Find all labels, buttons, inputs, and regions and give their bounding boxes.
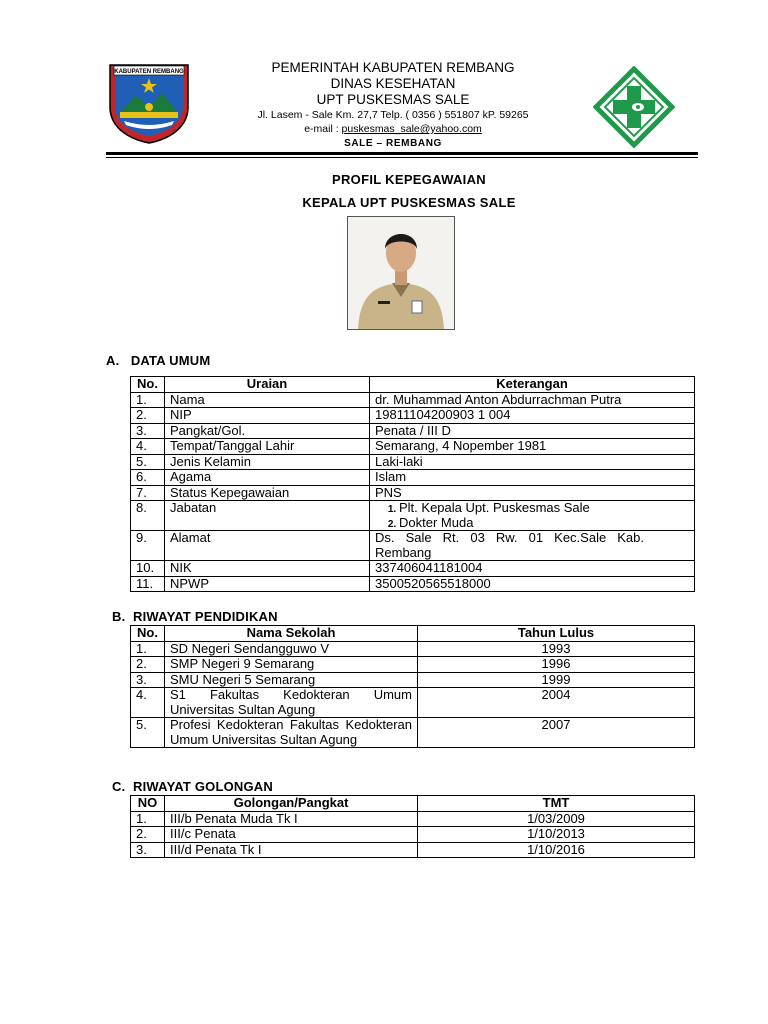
table-row	[131, 827, 695, 843]
cell-golongan: III/c Penata	[165, 827, 418, 843]
kop-email-line	[196, 123, 590, 136]
table-row	[131, 501, 695, 531]
cell-tahun: 1996	[418, 657, 695, 673]
col-header-tahun-lulus: Tahun Lulus	[418, 626, 695, 642]
cell-tahun: 2007	[418, 718, 695, 748]
cell-no: 1.	[131, 811, 165, 827]
table-row	[131, 392, 695, 408]
table-header-row	[131, 796, 695, 812]
table-row	[131, 470, 695, 486]
cell-sekolah: SMU Negeri 5 Semarang	[165, 672, 418, 688]
cell-keterangan: Laki-laki	[370, 454, 695, 470]
section-b-heading: B. RIWAYAT PENDIDIKAN	[112, 609, 278, 624]
kop-email-label: e-mail :	[304, 123, 342, 135]
cell-keterangan: Islam	[370, 470, 695, 486]
profile-photo	[347, 216, 455, 330]
cell-no: 4.	[131, 439, 165, 455]
list-item: 2. Dokter Muda	[399, 516, 689, 531]
cell-no: 10.	[131, 561, 165, 577]
table-row	[131, 718, 695, 748]
cell-no: 9.	[131, 531, 165, 561]
cell-uraian: Jenis Kelamin	[165, 454, 370, 470]
cell-uraian: Alamat	[165, 531, 370, 561]
cell-keterangan: PNS	[370, 485, 695, 501]
cell-no: 2.	[131, 657, 165, 673]
puskesmas-logo-icon	[593, 66, 675, 148]
cell-tahun: 1999	[418, 672, 695, 688]
cell-uraian: Nama	[165, 392, 370, 408]
cell-no: 2.	[131, 827, 165, 843]
cell-keterangan: 337406041181004	[370, 561, 695, 577]
cell-no: 3.	[131, 672, 165, 688]
cell-no: 11.	[131, 576, 165, 592]
cell-no: 5.	[131, 718, 165, 748]
cell-no: 6.	[131, 470, 165, 486]
table-row	[131, 423, 695, 439]
cell-uraian: Tempat/Tanggal Lahir	[165, 439, 370, 455]
cell-no: 4.	[131, 688, 165, 718]
col-header-uraian: Uraian	[165, 377, 370, 393]
person-portrait-icon	[348, 217, 454, 329]
cell-tmt: 1/10/2013	[418, 827, 695, 843]
cell-no: 7.	[131, 485, 165, 501]
document-title: PROFIL KEPEGAWAIAN	[332, 172, 486, 187]
table-row	[131, 842, 695, 858]
letterhead-rule-thick	[106, 152, 698, 155]
cell-uraian: NPWP	[165, 576, 370, 592]
cell-no: 3.	[131, 423, 165, 439]
section-a-heading: A. DATA UMUM	[106, 353, 211, 368]
cell-keterangan: Semarang, 4 Nopember 1981	[370, 439, 695, 455]
table-row	[131, 561, 695, 577]
letterhead-rule-thin	[106, 157, 698, 158]
kop-department: DINAS KESEHATAN	[330, 76, 456, 91]
table-row	[131, 576, 695, 592]
cell-uraian: Jabatan	[165, 501, 370, 531]
cell-sekolah: SD Negeri Sendangguwo V	[165, 641, 418, 657]
table-row	[131, 485, 695, 501]
table-row	[131, 641, 695, 657]
kop-email-link[interactable]: puskesmas_sale@yahoo.com	[341, 123, 482, 135]
jabatan-list	[375, 501, 689, 530]
col-header-golongan: Golongan/Pangkat	[165, 796, 418, 812]
cell-golongan: III/b Penata Muda Tk I	[165, 811, 418, 827]
riwayat-pendidikan-table	[130, 625, 695, 748]
cell-no: 3.	[131, 842, 165, 858]
kop-place: SALE – REMBANG	[344, 138, 442, 149]
cell-uraian: Status Kepegawaian	[165, 485, 370, 501]
cell-golongan: III/d Penata Tk I	[165, 842, 418, 858]
col-header-no: No.	[131, 626, 165, 642]
col-header-nama-sekolah: Nama Sekolah	[165, 626, 418, 642]
col-header-no: No.	[131, 377, 165, 393]
cell-tahun: 1993	[418, 641, 695, 657]
data-umum-table	[130, 376, 695, 592]
table-header-row	[131, 377, 695, 393]
kabupaten-rembang-emblem	[106, 63, 192, 145]
cell-keterangan: Penata / III D	[370, 423, 695, 439]
cell-keterangan: Ds. Sale Rt. 03 Rw. 01 Kec.Sale Kab. Rembang	[370, 531, 695, 561]
cell-no: 1.	[131, 392, 165, 408]
cell-sekolah: SMP Negeri 9 Semarang	[165, 657, 418, 673]
kop-government: PEMERINTAH KABUPATEN REMBANG	[271, 60, 515, 75]
section-c-heading: C. RIWAYAT GOLONGAN	[112, 779, 273, 794]
cell-tahun: 2004	[418, 688, 695, 718]
document-subtitle: KEPALA UPT PUSKESMAS SALE	[302, 195, 516, 210]
cell-uraian: NIP	[165, 408, 370, 424]
cell-uraian: NIK	[165, 561, 370, 577]
cell-uraian: Agama	[165, 470, 370, 486]
col-header-no: NO	[131, 796, 165, 812]
table-row	[131, 454, 695, 470]
cell-sekolah: S1 Fakultas Kedokteran Umum Universitas Sultan Agung	[165, 688, 418, 718]
cell-no: 8.	[131, 501, 165, 531]
cell-tmt: 1/10/2016	[418, 842, 695, 858]
table-row	[131, 408, 695, 424]
table-row	[131, 439, 695, 455]
table-row	[131, 672, 695, 688]
cell-no: 5.	[131, 454, 165, 470]
cell-keterangan: 3500520565518000	[370, 576, 695, 592]
cell-sekolah: Profesi Kedokteran Fakultas Kedokteran Umum Universitas Sultan Agung	[165, 718, 418, 748]
cell-tmt: 1/03/2009	[418, 811, 695, 827]
cell-uraian: Pangkat/Gol.	[165, 423, 370, 439]
kop-address: Jl. Lasem - Sale Km. 27,7 Telp. ( 0356 ) 551807 kP. 59265	[257, 109, 529, 121]
cell-keterangan: dr. Muhammad Anton Abdurrachman Putra	[370, 392, 695, 408]
table-row	[131, 657, 695, 673]
list-item: 1. Plt. Kepala Upt. Puskesmas Sale	[399, 501, 689, 516]
col-header-tmt: TMT	[418, 796, 695, 812]
col-header-keterangan: Keterangan	[370, 377, 695, 393]
table-row	[131, 688, 695, 718]
cell-no: 2.	[131, 408, 165, 424]
table-row	[131, 531, 695, 561]
table-header-row	[131, 626, 695, 642]
cell-no: 1.	[131, 641, 165, 657]
riwayat-golongan-table	[130, 795, 695, 858]
table-row	[131, 811, 695, 827]
cell-keterangan	[370, 501, 695, 531]
cell-keterangan: 19811104200903 1 004	[370, 408, 695, 424]
kop-unit: UPT PUSKESMAS SALE	[316, 92, 470, 107]
emblem-caption: KABUPATEN REMBANG	[114, 69, 184, 75]
letterhead	[196, 60, 590, 152]
